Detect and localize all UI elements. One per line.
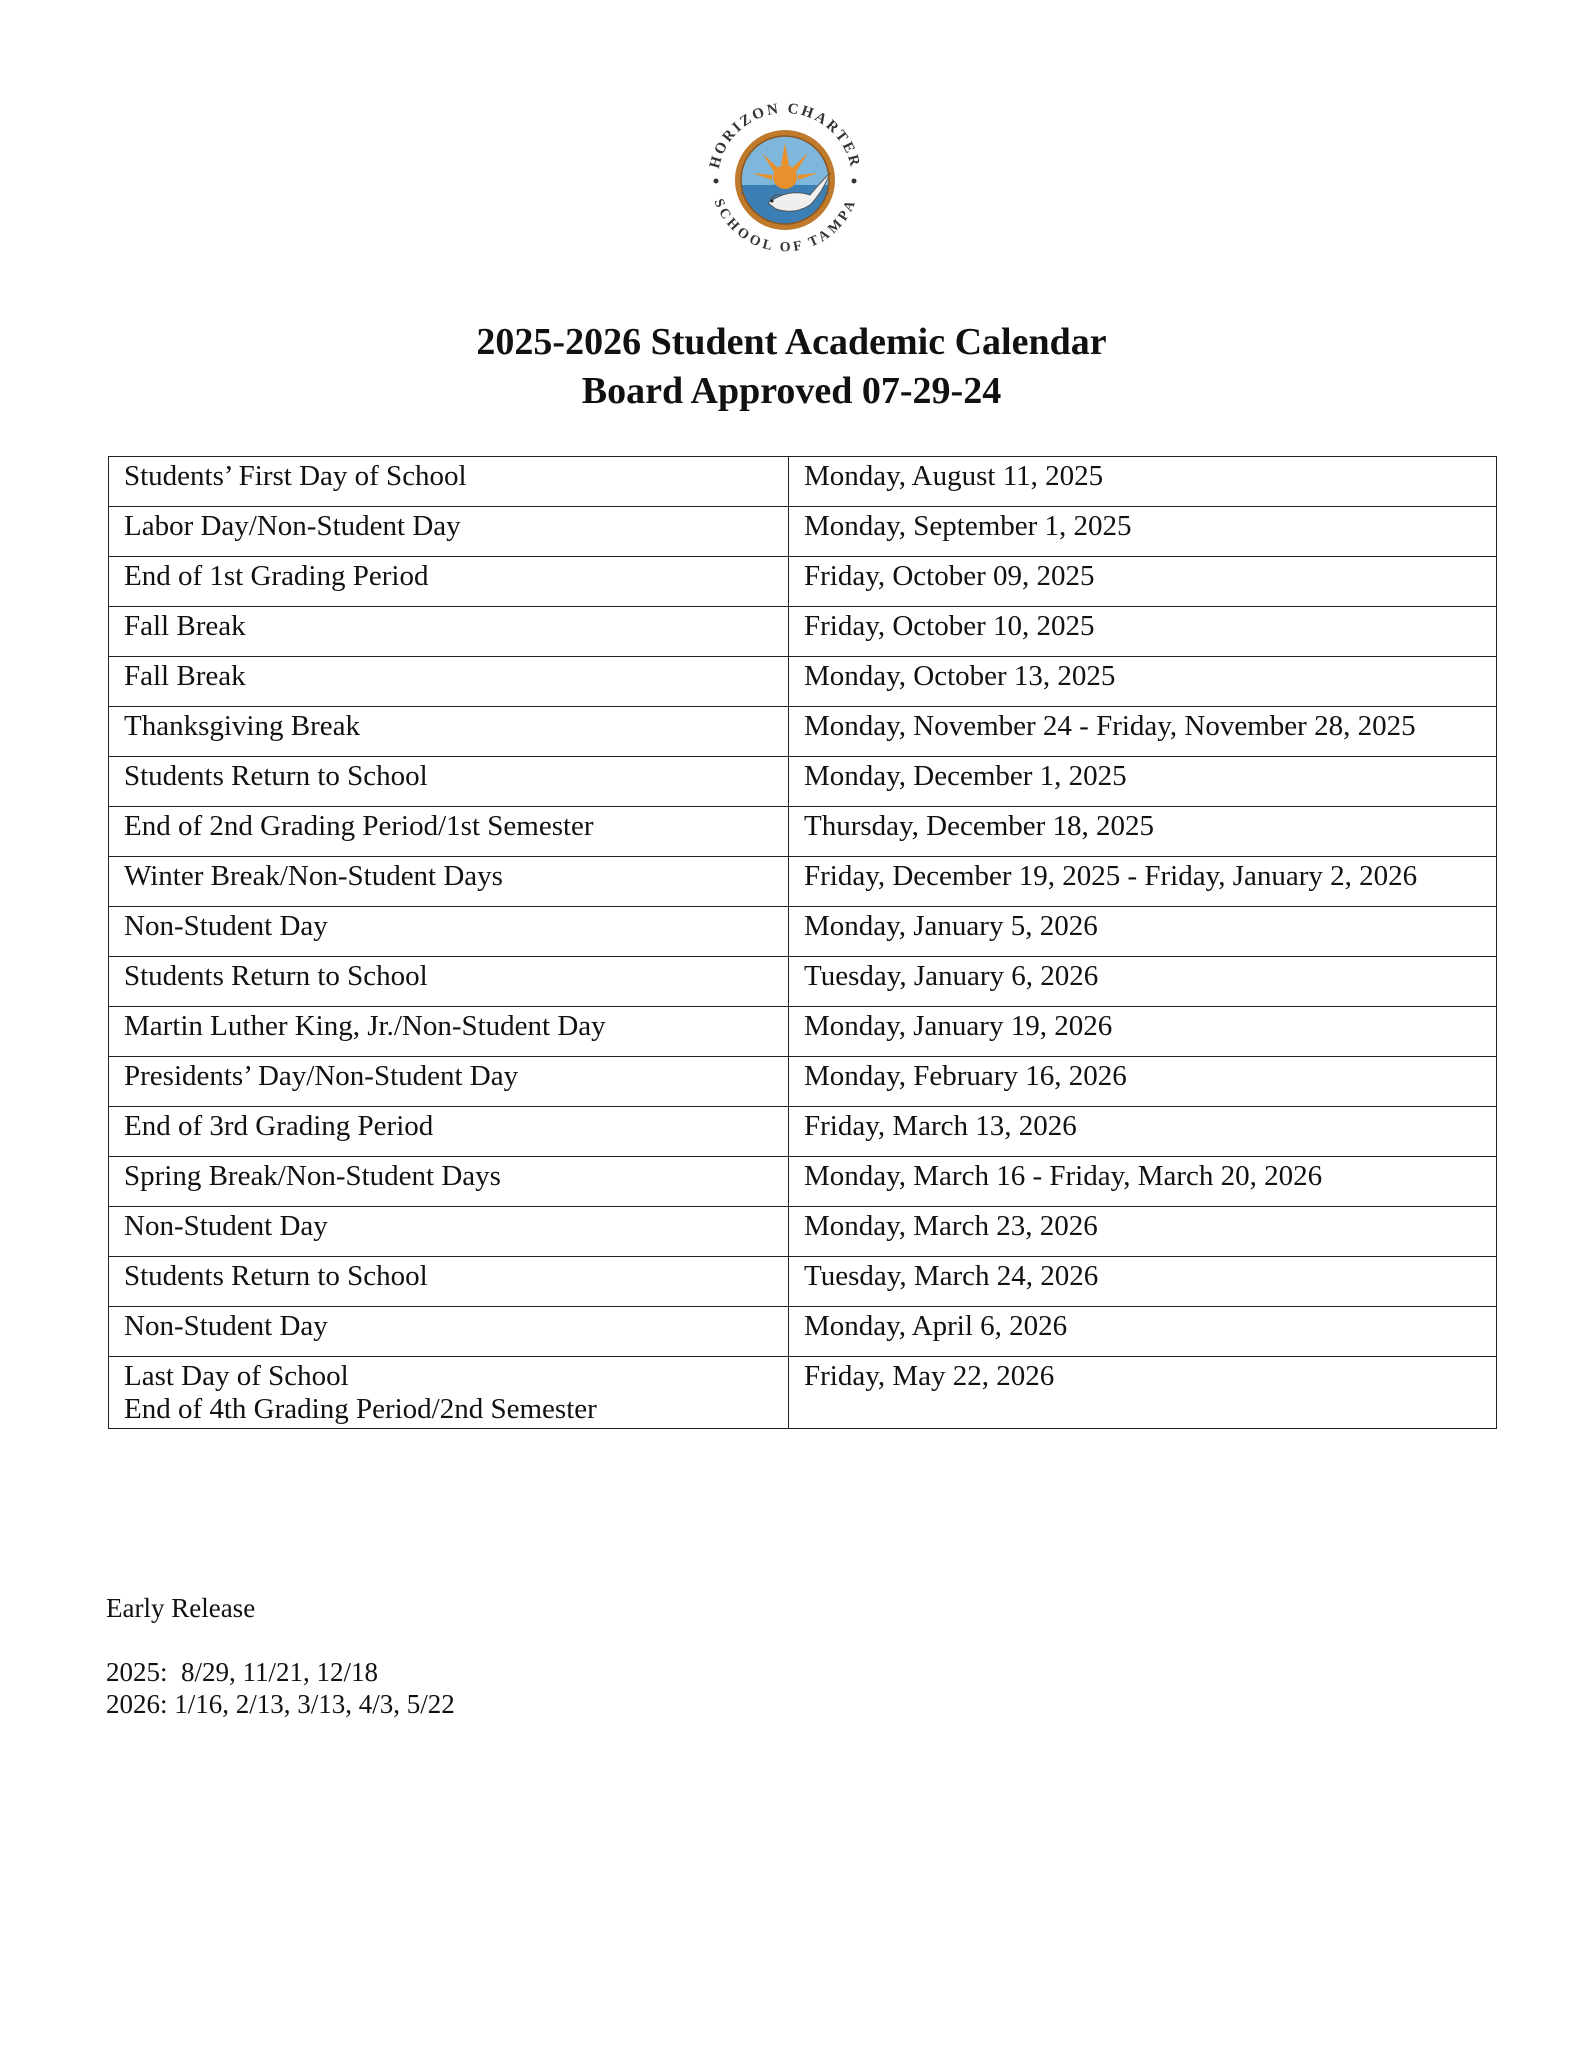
date-cell: Tuesday, January 6, 2026 <box>789 957 1497 1007</box>
date-cell: Monday, March 16 - Friday, March 20, 2026 <box>789 1157 1497 1207</box>
date-cell: Monday, November 24 - Friday, November 28, 2025 <box>789 707 1497 757</box>
table-row <box>109 1357 1497 1429</box>
early-release-section <box>106 1592 455 1720</box>
date-cell: Monday, September 1, 2025 <box>789 507 1497 557</box>
table-row <box>109 707 1497 757</box>
early-release-2026: 2026: 1/16, 2/13, 3/13, 4/3, 5/22 <box>106 1689 455 1719</box>
date-cell: Tuesday, March 24, 2026 <box>789 1257 1497 1307</box>
date-cell: Monday, October 13, 2025 <box>789 657 1497 707</box>
logo-arc-bottom-text: SCHOOL OF TAMPA <box>710 196 860 256</box>
table-row <box>109 1157 1497 1207</box>
date-cell: Friday, October 10, 2025 <box>789 607 1497 657</box>
event-line-2: End of 4th Grading Period/2nd Semester <box>124 1393 597 1425</box>
title-line-2: Board Approved 07-29-24 <box>581 370 1002 412</box>
event-cell: Presidents’ Day/Non-Student Day <box>109 1057 789 1107</box>
event-cell: Fall Break <box>109 607 789 657</box>
event-cell: Students Return to School <box>109 957 789 1007</box>
table-row <box>109 607 1497 657</box>
table-row <box>109 457 1497 507</box>
event-cell: End of 3rd Grading Period <box>109 1107 789 1157</box>
table-row <box>109 857 1497 907</box>
table-row <box>109 1057 1497 1107</box>
event-cell: Students’ First Day of School <box>109 457 789 507</box>
date-cell: Friday, December 19, 2025 - Friday, January 2, 2026 <box>789 857 1497 907</box>
date-cell: Thursday, December 18, 2025 <box>789 807 1497 857</box>
event-cell: Martin Luther King, Jr./Non-Student Day <box>109 1007 789 1057</box>
logo-seal-graphic <box>698 93 872 267</box>
event-cell: Non-Student Day <box>109 1207 789 1257</box>
table-row <box>109 1257 1497 1307</box>
event-cell: Non-Student Day <box>109 1307 789 1357</box>
table-row <box>109 1107 1497 1157</box>
table-row <box>109 1207 1497 1257</box>
event-cell: Non-Student Day <box>109 907 789 957</box>
event-cell <box>109 1357 789 1429</box>
table-row <box>109 507 1497 557</box>
table-row <box>109 557 1497 607</box>
school-logo <box>698 93 872 267</box>
early-release-heading: Early Release <box>106 1593 256 1623</box>
table-row <box>109 907 1497 957</box>
event-cell: Winter Break/Non-Student Days <box>109 857 789 907</box>
event-cell: Thanksgiving Break <box>109 707 789 757</box>
page-title <box>0 318 1583 416</box>
event-cell: End of 1st Grading Period <box>109 557 789 607</box>
event-cell: End of 2nd Grading Period/1st Semester <box>109 807 789 857</box>
event-cell: Students Return to School <box>109 1257 789 1307</box>
date-cell: Monday, December 1, 2025 <box>789 757 1497 807</box>
date-cell: Monday, August 11, 2025 <box>789 457 1497 507</box>
date-cell: Monday, April 6, 2026 <box>789 1307 1497 1357</box>
logo-arc-top-text: HORIZON CHARTER <box>706 100 864 171</box>
event-cell: Labor Day/Non-Student Day <box>109 507 789 557</box>
event-cell: Fall Break <box>109 657 789 707</box>
table-row <box>109 807 1497 857</box>
date-cell: Friday, March 13, 2026 <box>789 1107 1497 1157</box>
table-row <box>109 1307 1497 1357</box>
title-line-1: 2025-2026 Student Academic Calendar <box>476 321 1107 363</box>
table-row <box>109 1007 1497 1057</box>
date-cell: Monday, January 19, 2026 <box>789 1007 1497 1057</box>
table-row <box>109 757 1497 807</box>
date-cell: Monday, January 5, 2026 <box>789 907 1497 957</box>
table-row <box>109 657 1497 707</box>
date-cell: Monday, February 16, 2026 <box>789 1057 1497 1107</box>
table-row <box>109 957 1497 1007</box>
date-cell: Monday, March 23, 2026 <box>789 1207 1497 1257</box>
date-cell: Friday, October 09, 2025 <box>789 557 1497 607</box>
event-cell: Spring Break/Non-Student Days <box>109 1157 789 1207</box>
date-cell: Friday, May 22, 2026 <box>789 1357 1497 1429</box>
event-cell: Students Return to School <box>109 757 789 807</box>
event-line-1: Last Day of School <box>124 1360 349 1392</box>
early-release-2025: 2025: 8/29, 11/21, 12/18 <box>106 1657 379 1687</box>
calendar-table <box>108 456 1497 1429</box>
